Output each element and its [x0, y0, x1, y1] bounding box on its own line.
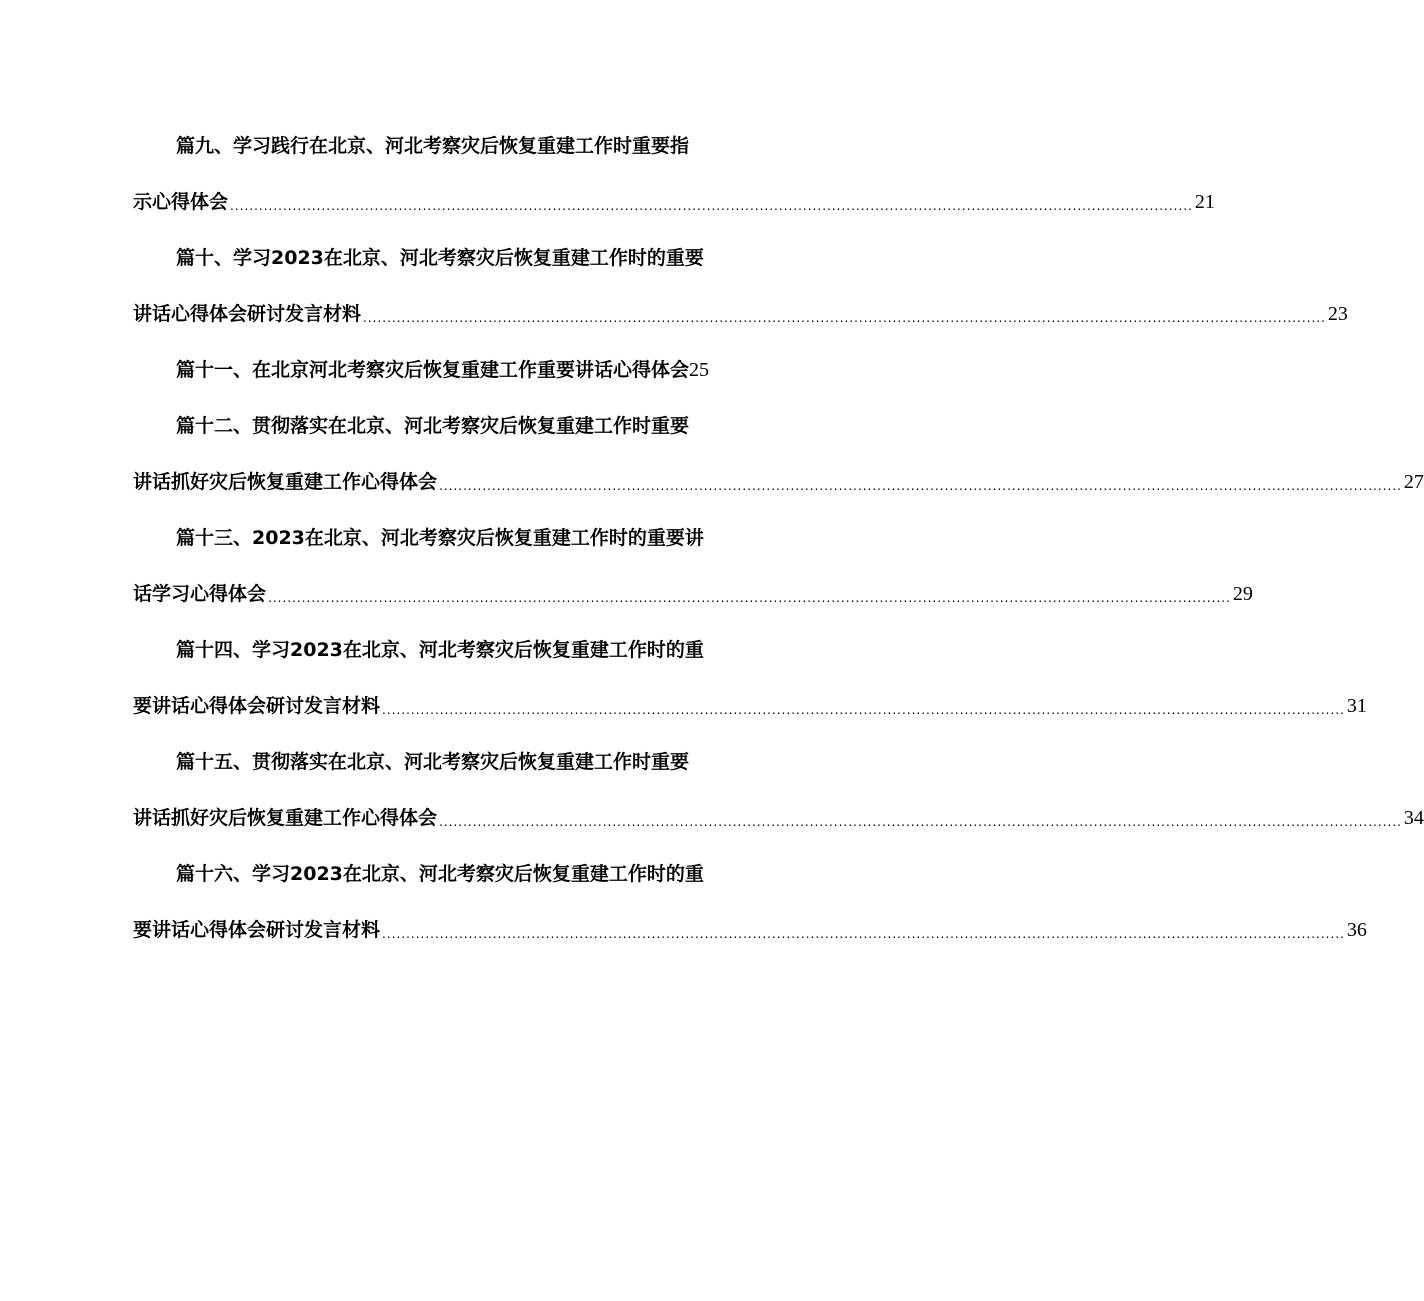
toc-entry-13-text: 话学习心得体会 [133, 583, 267, 605]
toc-entry-10-page: 23 [1327, 303, 1348, 325]
toc-entry-15-line1: 篇十五、贯彻落实在北京、河北考察灾后恢复重建工作时重要 [176, 751, 690, 773]
toc-entry-12-page: 27 [1403, 471, 1424, 493]
toc-entry-10-line2 [133, 286, 1348, 342]
toc-entry-15-line2 [133, 790, 1424, 846]
toc-entry-9-line2 [133, 174, 1215, 230]
dot-leader: ........................................................................................................................................................................................................ [382, 927, 1345, 941]
toc-entry-11 [133, 342, 770, 398]
toc-entry-14-page: 31 [1346, 695, 1367, 717]
toc-entry-14-text: 要讲话心得体会研讨发言材料 [133, 695, 381, 717]
toc-entry-12-line2 [133, 454, 1424, 510]
toc-entry-16-line2 [133, 902, 1367, 958]
dot-leader: ........................................................................................................................................................................................................ [439, 815, 1402, 829]
toc-entry-13-line1: 篇十三、2023在北京、河北考察灾后恢复重建工作时的重要讲 [176, 527, 704, 549]
dot-leader: ........................................................................................................................................................................................................ [382, 703, 1345, 717]
toc-entry-15-page: 34 [1403, 807, 1424, 829]
toc-entry-9-line1: 篇九、学习践行在北京、河北考察灾后恢复重建工作时重要指 [176, 135, 690, 157]
dot-leader: ........................................................................................................................................................................................................ [363, 311, 1326, 325]
toc-entry-15-text: 讲话抓好灾后恢复重建工作心得体会 [133, 807, 438, 829]
toc-entry-16-page: 36 [1346, 919, 1367, 941]
toc-entry-11-page: 25 [689, 359, 710, 381]
toc-entry-14-line1: 篇十四、学习2023在北京、河北考察灾后恢复重建工作时的重 [176, 639, 704, 661]
toc-entry-16-line1: 篇十六、学习2023在北京、河北考察灾后恢复重建工作时的重 [176, 863, 704, 885]
toc-entry-16-text: 要讲话心得体会研讨发言材料 [133, 919, 381, 941]
toc-entry-10-line1: 篇十、学习2023在北京、河北考察灾后恢复重建工作时的重要 [176, 247, 704, 269]
toc-entry-9-page: 21 [1194, 191, 1215, 213]
toc-entry-13-page: 29 [1232, 583, 1253, 605]
toc-entry-9-text: 示心得体会 [133, 191, 229, 213]
table-of-contents [133, 118, 1424, 958]
toc-entry-12-text: 讲话抓好灾后恢复重建工作心得体会 [133, 471, 438, 493]
dot-leader: ........................................................................................................................................................................................................ [230, 199, 1193, 213]
toc-entry-11-text: 篇十一、在北京河北考察灾后恢复重建工作重要讲话心得体会 [176, 359, 690, 381]
dot-leader: ........................................................................................................................................................................................................ [439, 479, 1402, 493]
toc-entry-10-text: 讲话心得体会研讨发言材料 [133, 303, 362, 325]
toc-entry-12-line1: 篇十二、贯彻落实在北京、河北考察灾后恢复重建工作时重要 [176, 415, 690, 437]
dot-leader: ........................................................................................................................................................................................................ [268, 591, 1231, 605]
toc-entry-14-line2 [133, 678, 1367, 734]
toc-entry-13-line2 [133, 566, 1253, 622]
